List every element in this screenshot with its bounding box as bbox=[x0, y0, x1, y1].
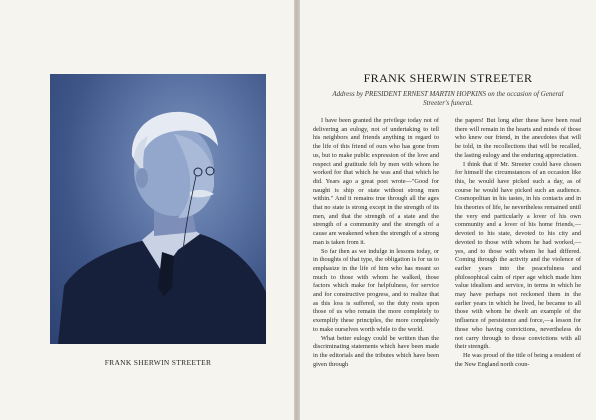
paragraph: the papers! But long after these have been read there will remain in the hearts and minds of those who knew our friend, in the anecdotes that will be told, in the recollections that will be recalled, the lasting eulogy and the enduring appreciation. bbox=[455, 117, 581, 159]
paragraph: What better eulogy could be written than the discriminating statements which have been made in the editorials and the tributes which have been given through bbox=[313, 334, 439, 368]
portrait-caption: FRANK SHERWIN STREETER bbox=[104, 358, 212, 367]
portrait-photo bbox=[50, 74, 266, 344]
text-column-right bbox=[455, 117, 581, 417]
article-subtitle: Address by PRESIDENT ERNEST MARTIN HOPKINS on the occasion of General Streeter's funeral. bbox=[332, 90, 564, 107]
paragraph: So far then as we indulge in lessons today, or in thoughts of that type, the obligation is for us to emphasize in the life of him who has meant so much to those with whom he walked, those factors which make for helpfulness, for service and for constructive progress, and to realize that as this loss is suffered, so the duty rests upon those of us who remain the more completely to exemplify these principles, the more completely to make ourselves worth while to the world. bbox=[313, 247, 439, 333]
paragraph: I have been granted the privilege today not of delivering an eulogy, not of undertaking to tell his neighbors and friends anything in regard to the life of this friend of ours who has gone from us, but to make public expression of the love and respect and gratitude felt by men with whom he worked for that which he was and that which he did. Years ago a great poet wrote—"Good for naught is ship or state without strong men within." And it remains true through all the ages that no state is strong except in the strength of its men, and that the strength of a state and the strength of a community and the strength of a cause are weakened when the strength of a strong man is taken from it. bbox=[313, 117, 439, 246]
paragraph: He was proud of the title of being a resident of the New England north coun- bbox=[455, 351, 581, 368]
text-column-left bbox=[313, 117, 439, 417]
left-page bbox=[0, 0, 294, 420]
portrait-illustration bbox=[50, 74, 266, 344]
article-title: FRANK SHERWIN STREETER bbox=[363, 71, 533, 85]
paragraph: I think that if Mr. Streeter could have chosen for himself the circumstances of an occasion like this, he would have picked such a day, as of course he would have picked such an audience. Cosmopolitan in his tastes, in his contacts and in his theories of life, he nevertheless remained until the very end particularly a lover of his own community and a lover of his home friends,—devoted to his state, devoted to his city and devoted to those with whom he had worked,—yes, and to those with whom he had differed. Coming through the activity and the violence of earlier years into the peacefulness and philosophical calm of riper age which made him value idealism and service, in terms in which he may have perhaps not reckoned them in the earlier years in which he lived, he became to all those with whom he dwelt an example of the influence of persistence and force,—a lesson for those who having convictions, nevertheless do not carry through to those convictions with all their strength. bbox=[455, 160, 581, 351]
